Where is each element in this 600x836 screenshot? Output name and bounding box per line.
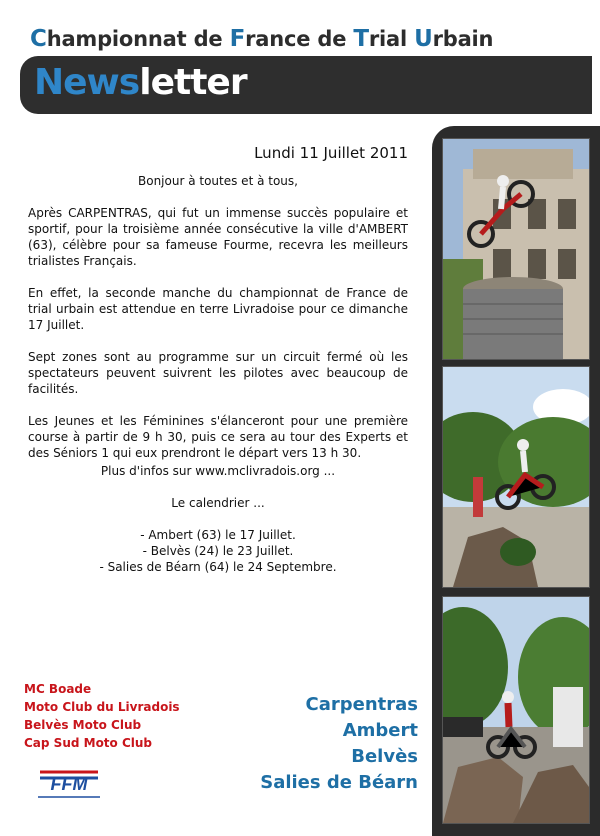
title-part: T [353,26,369,52]
title-part: U [414,26,433,52]
city-item: Belvès [351,746,418,767]
club-item: MC Boade [24,682,92,696]
logo-text: FFM [50,774,88,794]
photo-rider-square [442,596,590,824]
photo-rider-rocks [442,366,590,588]
calendar-item: - Salies de Béarn (64) le 24 Septembre. [99,560,337,574]
article-body [28,145,408,575]
title-part: C [30,26,47,52]
newsletter-banner [20,56,592,114]
banner-title [34,62,247,103]
title-part: F [229,26,246,52]
paragraph-1: Après CARPENTRAS, qui fut un immense succès populaire et sportif, pour la troisième année consécutive la ville d'AMBERT (63), célèbre pour sa fameuse Fourme, recevra les meilleurs trialistes Français. [28,206,408,268]
paragraph-2: En effet, la seconde manche du championnat de France de trial urbain est attendue en terre Livradoise pour ce dimanche 17 Juillet. [28,286,408,332]
banner-title-part2: letter [139,62,247,103]
title-part: rial [368,27,415,51]
calendar-item: - Ambert (63) le 17 Juillet. [140,528,296,542]
greeting: Bonjour à toutes et à tous, [138,174,298,188]
cities-list [260,692,418,796]
page-title [30,26,493,52]
banner-title-part1: News [34,62,140,103]
newsletter-date: Lundi 11 Juillet 2011 [254,144,408,162]
city-item: Salies de Béarn [260,772,418,793]
city-item: Carpentras [305,694,418,715]
club-item: Moto Club du Livradois [24,700,180,714]
calendar-list [28,527,408,575]
more-info-link[interactable]: Plus d'infos sur www.mclivradois.org ... [100,464,336,478]
calendar-item: - Belvès (24) le 23 Juillet. [142,544,294,558]
title-part: rbain [432,27,494,51]
clubs-list [24,680,180,752]
calendar-heading: Le calendrier ... [171,496,265,510]
ffm-logo [34,762,104,802]
title-part: rance de [245,27,354,51]
title-part: hampionnat de [46,27,230,51]
photo-rider-building [442,138,590,360]
city-item: Ambert [342,720,418,741]
club-item: Cap Sud Moto Club [24,736,153,750]
paragraph-3: Sept zones sont au programme sur un circuit fermé où les spectateurs peuvent suivrent les pilotes avec beaucoup de facilités. [28,350,408,396]
club-item: Belvès Moto Club [24,718,142,732]
paragraph-4: Les Jeunes et les Féminines s'élanceront pour une première course à partir de 9 h 30, puis ce sera au tour des Experts et des Séniors 1 qui eux prendront le départ vers 13 h 30. [28,414,408,460]
